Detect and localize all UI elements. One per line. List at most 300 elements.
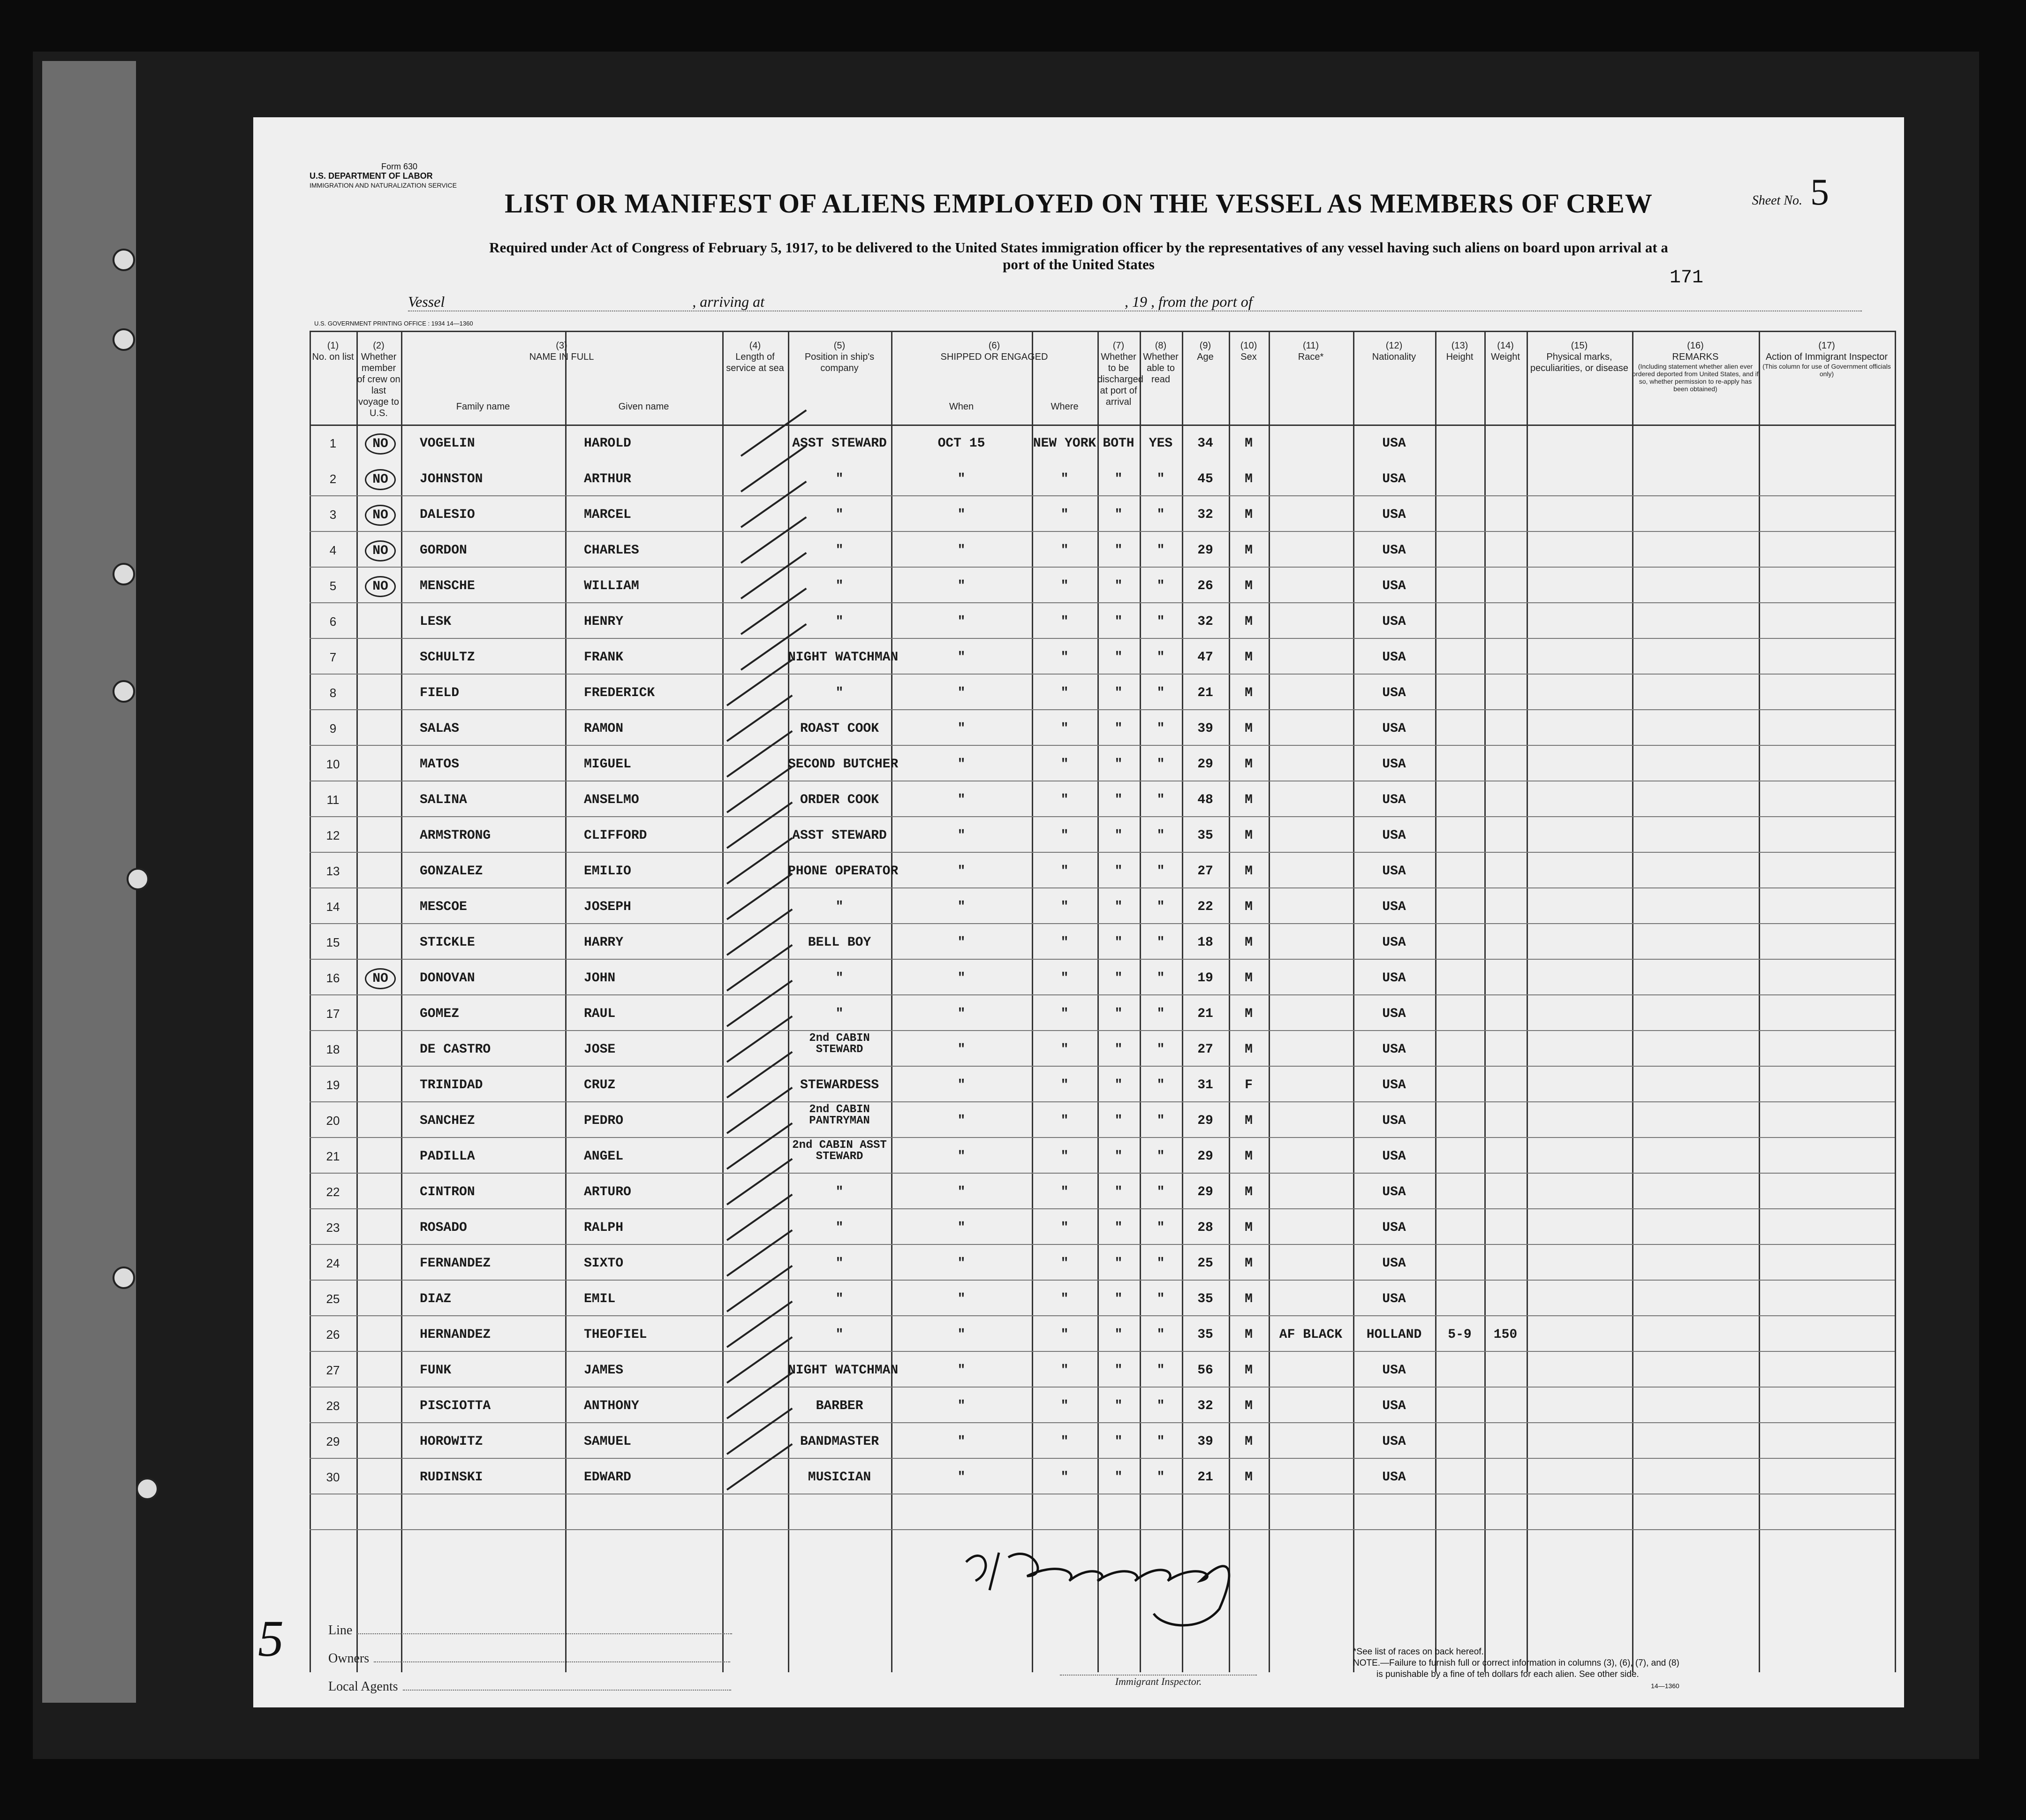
subtitle-line-1: Required under Act of Congress of February 5, 1917, to be delivered to the United States immigration officer by the representatives of any vessel having such aliens on board upon arrival at a (489, 239, 1668, 256)
given-name-cell: EMIL (584, 1292, 616, 1306)
form-number: Form 630 (381, 162, 417, 171)
manifest-page (253, 117, 1904, 1707)
given-name-cell: CHARLES (584, 543, 639, 558)
when-cell: " (957, 1327, 966, 1342)
discharged-cell: " (1114, 614, 1123, 629)
family-name-cell: PADILLA (420, 1149, 475, 1164)
sex-cell: M (1245, 1185, 1253, 1199)
agents-field (328, 1679, 731, 1694)
discharged-cell: " (1114, 650, 1123, 665)
sex-cell: M (1245, 1399, 1253, 1413)
given-name-cell: ARTHUR (584, 472, 631, 486)
check-mark (726, 980, 793, 1027)
printing-office: U.S. GOVERNMENT PRINTING OFFICE : 1934 14—1360 (314, 320, 473, 327)
row-number: 15 (326, 935, 340, 949)
sex-cell: M (1245, 686, 1253, 700)
read-cell: " (1157, 1185, 1165, 1199)
when-cell: " (957, 1292, 966, 1306)
footer-notes (1353, 1646, 1679, 1691)
col-race (1269, 340, 1353, 363)
sex-cell: M (1245, 1434, 1253, 1449)
family-name-cell: GORDON (420, 543, 467, 558)
check-mark (726, 1158, 793, 1206)
when-cell: " (957, 543, 966, 558)
read-cell: " (1157, 472, 1165, 486)
column-label: SHIPPED OR ENGAGED (940, 352, 1048, 362)
discharged-cell: " (1114, 935, 1123, 950)
col-when: When (949, 402, 974, 412)
nationality-cell: USA (1382, 543, 1406, 558)
col-weight (1484, 340, 1527, 363)
row-rule (310, 425, 1895, 426)
nationality-cell: USA (1382, 757, 1406, 772)
row-rule (310, 1030, 1895, 1031)
given-name-cell: MIGUEL (584, 757, 631, 772)
row-rule (310, 495, 1895, 496)
weight-cell: 150 (1493, 1327, 1518, 1342)
where-cell: " (1060, 1363, 1069, 1378)
where-cell: " (1060, 1470, 1069, 1485)
race-cell: AF BLACK (1279, 1327, 1343, 1342)
position-cell: ASST STEWARD (792, 828, 887, 843)
last-voyage-cell: NO (365, 433, 396, 455)
col-sex (1229, 340, 1269, 363)
sex-cell: M (1245, 579, 1253, 593)
position-cell: NIGHT WATCHMAN (788, 1363, 899, 1378)
position-cell: " (835, 971, 844, 986)
column-number: (15) (1571, 341, 1588, 351)
position-cell: STEWARDESS (800, 1078, 879, 1092)
row-rule (310, 1529, 1895, 1530)
age-cell: 27 (1197, 1042, 1213, 1057)
sex-cell: M (1245, 1149, 1253, 1164)
given-name-cell: JOSEPH (584, 900, 631, 914)
row-rule (310, 531, 1895, 532)
col-family-name: Family name (456, 402, 510, 412)
position-cell: " (835, 1327, 844, 1342)
nationality-cell: USA (1382, 1185, 1406, 1199)
discharged-cell: " (1114, 864, 1123, 879)
column-number: (8) (1155, 341, 1167, 351)
where-cell: " (1060, 579, 1069, 593)
col-physical-marks (1527, 340, 1632, 374)
check-mark (726, 766, 793, 813)
when-cell: " (957, 686, 966, 700)
age-cell: 29 (1197, 543, 1213, 558)
row-number: 24 (326, 1256, 340, 1270)
discharged-cell: " (1114, 1292, 1123, 1306)
when-cell: " (957, 1078, 966, 1092)
discharged-cell: " (1114, 1399, 1123, 1413)
where-cell: " (1060, 1007, 1069, 1021)
column-number: (6) (988, 341, 1000, 351)
col-no (310, 340, 356, 363)
row-number: 19 (326, 1078, 340, 1092)
family-name-cell: DIAZ (420, 1292, 452, 1306)
when-cell: " (957, 1470, 966, 1485)
when-cell: " (957, 1399, 966, 1413)
read-cell: " (1157, 1327, 1165, 1342)
age-cell: 32 (1197, 1399, 1213, 1413)
column-number: (1) (327, 341, 339, 351)
where-cell: " (1060, 650, 1069, 665)
owners-field (328, 1651, 730, 1666)
year-label: , 19 (1124, 293, 1147, 310)
column-label: Sex (1240, 352, 1257, 362)
given-name-cell: HAROLD (584, 436, 631, 451)
where-cell: " (1060, 686, 1069, 700)
family-name-cell: MENSCHE (420, 579, 475, 593)
read-cell: " (1157, 971, 1165, 986)
when-cell: " (957, 1185, 966, 1199)
row-number: 14 (326, 900, 340, 914)
read-cell: " (1157, 1114, 1165, 1128)
position-cell: ROAST COOK (800, 721, 879, 736)
where-cell: " (1060, 1399, 1069, 1413)
read-cell: " (1157, 828, 1165, 843)
line-field (328, 1623, 732, 1638)
col-remarks (1632, 340, 1759, 393)
note-line-2: is punishable by a fine of ten dollars for each alien. See other side. (1376, 1669, 1639, 1679)
position-cell: " (835, 1292, 844, 1306)
row-rule (310, 331, 1895, 332)
position-cell: MUSICIAN (808, 1470, 871, 1485)
when-cell: " (957, 508, 966, 522)
discharged-cell: " (1114, 1434, 1123, 1449)
discharged-cell: " (1114, 1114, 1123, 1128)
col-nationality (1353, 340, 1435, 363)
form-code: 14—1360 (1651, 1682, 1679, 1690)
position-cell: " (835, 1221, 844, 1235)
position-cell: " (835, 543, 844, 558)
nationality-cell: USA (1382, 1149, 1406, 1164)
family-name-cell: SANCHEZ (420, 1114, 475, 1128)
sex-cell: M (1245, 650, 1253, 665)
read-cell: " (1157, 508, 1165, 522)
subtitle-line-2: port of the United States (1003, 256, 1155, 273)
read-cell: " (1157, 1399, 1165, 1413)
col-position (788, 340, 891, 374)
punch-hole (113, 328, 135, 351)
row-number: 5 (329, 579, 337, 593)
age-cell: 29 (1197, 1185, 1213, 1199)
family-name-cell: SALAS (420, 721, 460, 736)
where-cell: " (1060, 721, 1069, 736)
read-cell: " (1157, 1292, 1165, 1306)
sex-cell: M (1245, 472, 1253, 486)
sex-cell: M (1245, 864, 1253, 879)
discharged-cell: BOTH (1103, 436, 1134, 451)
position-cell: ASST STEWARD (792, 436, 887, 451)
age-cell: 39 (1197, 1434, 1213, 1449)
discharged-cell: " (1114, 543, 1123, 558)
crew-table (310, 331, 1895, 1672)
read-cell: " (1157, 686, 1165, 700)
column-label: Height (1446, 352, 1474, 362)
sex-cell: M (1245, 900, 1253, 914)
given-name-cell: PEDRO (584, 1114, 624, 1128)
read-cell: " (1157, 543, 1165, 558)
col-given-name: Given name (618, 402, 669, 412)
sex-cell: M (1245, 828, 1253, 843)
row-number: 7 (329, 650, 337, 664)
discharged-cell: " (1114, 1470, 1123, 1485)
family-name-cell: SCHULTZ (420, 650, 475, 665)
age-cell: 31 (1197, 1078, 1213, 1092)
given-name-cell: HENRY (584, 614, 624, 629)
row-rule (310, 567, 1895, 568)
punch-hole (127, 868, 149, 890)
row-rule (310, 745, 1895, 746)
given-name-cell: CRUZ (584, 1078, 616, 1092)
row-rule (310, 1351, 1895, 1352)
family-name-cell: GONZALEZ (420, 864, 483, 879)
column-label: Whether able to read (1143, 352, 1179, 385)
column-rule (1269, 331, 1270, 1672)
column-rule (1527, 331, 1528, 1672)
sheet-number: 5 (1810, 172, 1829, 213)
row-rule (310, 1208, 1895, 1209)
page-subtitle (253, 239, 1904, 273)
read-cell: " (1157, 793, 1165, 807)
given-name-cell: MARCEL (584, 508, 631, 522)
column-label: REMARKS (1672, 352, 1719, 362)
when-cell: " (957, 935, 966, 950)
when-cell: " (957, 1434, 966, 1449)
service-name: IMMIGRATION AND NATURALIZATION SERVICE (310, 182, 457, 189)
col-discharged (1097, 340, 1143, 408)
column-label: Position in ship's company (804, 352, 875, 373)
where-cell: " (1060, 935, 1069, 950)
when-cell: " (957, 900, 966, 914)
column-sublabel: (This column for use of Government officials only) (1762, 363, 1891, 378)
col-age (1182, 340, 1229, 363)
discharged-cell: " (1114, 686, 1123, 700)
given-name-cell: FREDERICK (584, 686, 655, 700)
column-number: (7) (1112, 341, 1125, 351)
note-races: *See list of races on back hereof. (1353, 1647, 1484, 1657)
age-cell: 35 (1197, 828, 1213, 843)
when-cell: " (957, 793, 966, 807)
position-cell: 2nd CABIN PANTRYMAN (809, 1103, 870, 1127)
port-label: , from the port of (1150, 293, 1253, 310)
check-mark (726, 909, 793, 956)
read-cell: " (1157, 1363, 1165, 1378)
discharged-cell: " (1114, 472, 1123, 486)
sex-cell: M (1245, 1042, 1253, 1057)
row-number: 4 (329, 543, 337, 557)
family-name-cell: FERNANDEZ (420, 1256, 491, 1271)
read-cell: YES (1149, 436, 1173, 451)
nationality-cell: USA (1382, 971, 1406, 986)
row-rule (310, 959, 1895, 960)
sex-cell: M (1245, 1114, 1253, 1128)
row-rule (310, 816, 1895, 817)
row-rule (310, 1315, 1895, 1316)
where-cell: " (1060, 900, 1069, 914)
nationality-cell: USA (1382, 472, 1406, 486)
sex-cell: M (1245, 508, 1253, 522)
sex-cell: M (1245, 543, 1253, 558)
discharged-cell: " (1114, 900, 1123, 914)
row-rule (310, 1422, 1895, 1423)
row-number: 11 (326, 793, 340, 807)
age-cell: 22 (1197, 900, 1213, 914)
check-mark (726, 837, 793, 885)
age-cell: 29 (1197, 757, 1213, 772)
given-name-cell: HARRY (584, 935, 624, 950)
read-cell: " (1157, 1149, 1165, 1164)
check-mark (726, 695, 793, 742)
check-mark (726, 1301, 793, 1348)
age-cell: 48 (1197, 793, 1213, 807)
punch-hole (113, 249, 135, 271)
read-cell: " (1157, 1470, 1165, 1485)
position-cell: " (835, 508, 844, 522)
check-mark (726, 1443, 793, 1491)
sex-cell: M (1245, 1256, 1253, 1271)
row-rule (310, 1280, 1895, 1281)
family-name-cell: SALINA (420, 793, 467, 807)
when-cell: OCT 15 (937, 436, 985, 451)
row-rule (310, 602, 1895, 603)
check-mark (726, 1122, 793, 1170)
discharged-cell: " (1114, 793, 1123, 807)
age-cell: 25 (1197, 1256, 1213, 1271)
row-number: 13 (326, 864, 340, 878)
when-cell: " (957, 1114, 966, 1128)
age-cell: 32 (1197, 614, 1213, 629)
where-cell: NEW YORK (1033, 436, 1096, 451)
age-cell: 27 (1197, 864, 1213, 879)
given-name-cell: ARTURO (584, 1185, 631, 1199)
family-name-cell: HERNANDEZ (420, 1327, 491, 1342)
when-cell: " (957, 614, 966, 629)
position-cell: " (835, 1007, 844, 1021)
column-rule (1895, 331, 1896, 1672)
given-name-cell: ANGEL (584, 1149, 624, 1164)
nationality-cell: USA (1382, 436, 1406, 451)
row-rule (310, 674, 1895, 675)
given-name-cell: RALPH (584, 1221, 624, 1235)
where-cell: " (1060, 1185, 1069, 1199)
age-cell: 21 (1197, 1470, 1213, 1485)
row-number: 27 (326, 1363, 340, 1377)
nationality-cell: HOLLAND (1366, 1327, 1422, 1342)
family-name-cell: JOHNSTON (420, 472, 483, 486)
vessel-line (408, 293, 1862, 311)
column-rule (1632, 331, 1633, 1672)
column-label: Length of service at sea (726, 352, 784, 373)
page-title: LIST OR MANIFEST OF ALIENS EMPLOYED ON THE VESSEL AS MEMBERS OF CREW (505, 188, 1653, 219)
punch-holes (94, 141, 150, 1642)
height-cell: 5-9 (1448, 1327, 1472, 1342)
inspector-signature (957, 1534, 1294, 1637)
position-cell: NIGHT WATCHMAN (788, 650, 899, 665)
column-rule (1759, 331, 1760, 1672)
last-voyage-cell: NO (365, 505, 396, 526)
check-mark (726, 1336, 793, 1384)
given-name-cell: JOSE (584, 1042, 616, 1057)
given-name-cell: EMILIO (584, 864, 631, 879)
nationality-cell: USA (1382, 935, 1406, 950)
punch-hole (136, 1478, 159, 1500)
where-cell: " (1060, 1042, 1069, 1057)
row-number: 23 (326, 1221, 340, 1235)
row-number: 29 (326, 1434, 340, 1448)
check-mark (726, 1051, 793, 1099)
position-cell: SECOND BUTCHER (788, 757, 899, 772)
family-name-cell: GOMEZ (420, 1007, 460, 1021)
col-inspector-action (1759, 340, 1895, 378)
check-mark (726, 873, 793, 920)
nationality-cell: USA (1382, 1078, 1406, 1092)
position-cell: PHONE OPERATOR (788, 864, 899, 879)
row-number: 16 (326, 971, 340, 985)
sex-cell: M (1245, 614, 1253, 629)
row-number: 2 (329, 472, 337, 486)
column-number: (16) (1687, 341, 1704, 351)
nationality-cell: USA (1382, 614, 1406, 629)
where-cell: " (1060, 1221, 1069, 1235)
col-length-service (722, 340, 788, 374)
row-rule (310, 852, 1895, 853)
read-cell: " (1157, 1256, 1165, 1271)
family-name-cell: HOROWITZ (420, 1434, 483, 1449)
given-name-cell: WILLIAM (584, 579, 639, 593)
age-cell: 29 (1197, 1114, 1213, 1128)
position-cell: " (835, 1185, 844, 1199)
position-cell: 2nd CABIN STEWARD (809, 1032, 870, 1056)
when-cell: " (957, 1256, 966, 1271)
nationality-cell: USA (1382, 721, 1406, 736)
row-rule (310, 923, 1895, 924)
age-cell: 47 (1197, 650, 1213, 665)
nationality-cell: USA (1382, 1363, 1406, 1378)
check-mark (726, 802, 793, 849)
family-name-cell: RUDINSKI (420, 1470, 483, 1485)
sex-cell: M (1245, 1221, 1253, 1235)
age-cell: 35 (1197, 1292, 1213, 1306)
column-label: Physical marks, peculiarities, or disease (1530, 352, 1628, 373)
check-mark (726, 1372, 793, 1419)
given-name-cell: JAMES (584, 1363, 624, 1378)
column-rule (1484, 331, 1486, 1672)
column-label: Action of Immigrant Inspector (1765, 352, 1888, 362)
line-label: Line (328, 1623, 353, 1638)
last-voyage-cell: NO (365, 968, 396, 989)
where-cell: " (1060, 1434, 1069, 1449)
row-number: 18 (326, 1042, 340, 1056)
where-cell: " (1060, 1149, 1069, 1164)
when-cell: " (957, 721, 966, 736)
read-cell: " (1157, 1007, 1165, 1021)
when-cell: " (957, 1042, 966, 1057)
col-height (1435, 340, 1484, 363)
column-label: Nationality (1372, 352, 1416, 362)
given-name-cell: FRANK (584, 650, 624, 665)
given-name-cell: CLIFFORD (584, 828, 647, 843)
family-name-cell: PISCIOTTA (420, 1399, 491, 1413)
age-cell: 34 (1197, 436, 1213, 451)
column-rule (401, 331, 402, 1672)
check-mark (726, 730, 793, 778)
age-cell: 29 (1197, 1149, 1213, 1164)
row-number: 28 (326, 1399, 340, 1413)
col-last-voyage (356, 340, 401, 419)
nationality-cell: USA (1382, 1221, 1406, 1235)
form-corner (310, 162, 457, 190)
